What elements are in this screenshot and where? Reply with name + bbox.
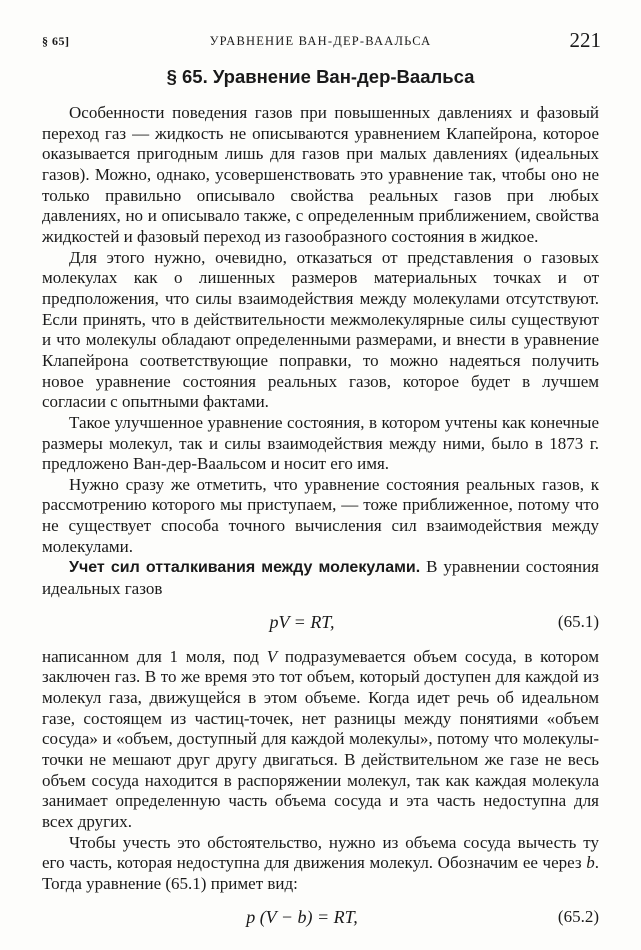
paragraph-1: Особенности поведения газов при повышенных давлениях и фазовый переход газ — жидкость не описываются уравнением Клапейрона, которое оказывается пригодным лишь для газов при малых давлениях (идеальных газов). Можно, однако, усовершенствовать это уравнение так, чтобы оно не только правильно описывало свойства реальных газов при любых давлениях, но и описывало также, с определенным приближением, свойства жидкостей и фазовый переход из газообразного состояния в жидкое. xyxy=(42,103,599,246)
paragraph-6-part-b: подразумевается объем сосуда, в котором заключен газ. В то же время это тот объем, который доступен для каждой из молекул газа, движущейся в этом объеме. Когда идет речь об идеальном газе, состоящем из частиц-точек, нет разницы между понятиями «объем сосуда» и «объем, доступный для каждой молекулы», потому что молекулы-точки не мешают друг другу двигаться. В действительном же газе не весь объем сосуда находится в распоряжении молекул, так как каждая молекула занимает определенную часть объема сосуда и эта часть недоступна для всех других. xyxy=(42,646,599,831)
running-head xyxy=(0,28,641,54)
equation-number: (65.2) xyxy=(557,906,599,926)
equation-65-2 xyxy=(42,895,599,939)
paragraph-7-part-b: . Тогда уравнение (65.1) примет вид: xyxy=(42,853,599,893)
page-number: 221 xyxy=(569,28,601,52)
paragraph-3: Такое улучшенное уравнение состояния, в котором учтены как конечные размеры молекул, так и силы взаимодействия между ними, было в 1873 г. предложено Ван-дер-Ваальсом и носит его имя. xyxy=(42,412,599,474)
paragraph-6 xyxy=(42,647,599,833)
running-head-section: § 65] xyxy=(42,34,70,48)
running-head-title: УРАВНЕНИЕ ВАН-ДЕР-ВААЛЬСА xyxy=(209,34,432,48)
section-heading: § 65. Уравнение Ван-дер-Ваальса xyxy=(166,66,475,87)
paragraph-2: Для этого нужно, очевидно, отказаться от представления о газовых молекулах как о лишенных размеров материальных точках и от предположения, что силы взаимодействия между молекулами отсутствуют. Если принять, что в действительности межмолекулярные силы существуют и что молекулы обладают определенными размерами, и внести в уравнение Клапейрона соответствующие поправки, то можно надеяться получить новое уравнение состояния реальных газов, которое будет в лучшем согласии с опытными фактами. xyxy=(42,247,599,412)
paragraph-4: Нужно сразу же отметить, что уравнение состояния реальных газов, к рассмотрению которого мы приступаем, — тоже приближенное, потому что не существует способа точного вычисления сил взаимодействия между молекулами. xyxy=(42,474,599,556)
paragraph-5 xyxy=(42,557,599,599)
equation-number: (65.1) xyxy=(557,611,599,631)
variable-b: b xyxy=(586,853,595,873)
equation-65-1 xyxy=(42,600,599,647)
paragraph-7 xyxy=(42,833,599,895)
variable-v: V xyxy=(266,646,278,666)
equation-formula: pV = RT, xyxy=(269,611,335,632)
paragraph-7-part-a: Чтобы учесть это обстоятельство, нужно из объема сосуда вычесть ту его часть, которая недоступна для движения молекул. Обозначим ее через xyxy=(42,832,599,873)
paragraph-6-part-a: написанном для 1 моля, под xyxy=(42,646,267,666)
paragraph-5-text: В уравнении состояния идеальных газов xyxy=(42,557,600,599)
body-text xyxy=(42,103,599,939)
run-in-heading: Учет сил отталкивания между молекулами. xyxy=(69,559,421,577)
equation-formula: p (V − b) = RT, xyxy=(246,906,358,927)
